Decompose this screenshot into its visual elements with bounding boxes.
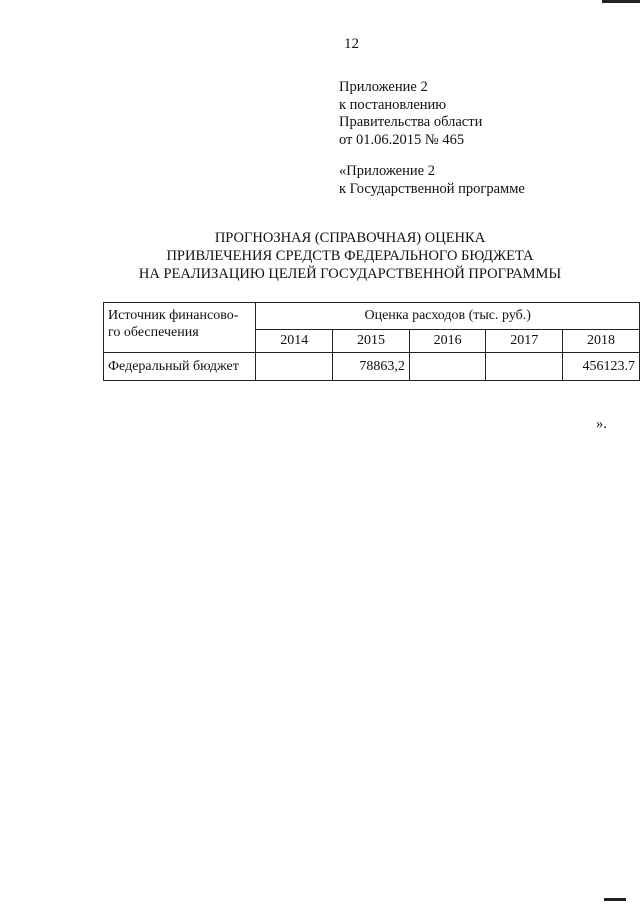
appendix-line: Приложение 2	[339, 79, 428, 95]
year-header-2014: 2014	[256, 330, 333, 353]
year-header-2018: 2018	[563, 330, 640, 353]
document-title	[60, 229, 640, 283]
value-cell-2017	[486, 353, 563, 381]
table-header-row	[104, 303, 640, 330]
title-line: ПРОГНОЗНАЯ (СПРАВОЧНАЯ) ОЦЕНКА	[214, 230, 486, 246]
year-header-2017: 2017	[486, 330, 563, 353]
value-cell-2018: 456123.7	[563, 353, 640, 381]
title-line: ПРИВЛЕЧЕНИЯ СРЕДСТВ ФЕДЕРАЛЬНОГО БЮДЖЕТА	[166, 248, 534, 264]
page-number: 12	[344, 36, 359, 52]
appendix-reference	[339, 79, 482, 149]
appendix-line: Правительства области	[339, 114, 483, 131]
program-appendix-line: «Приложение 2	[339, 163, 435, 179]
year-header-2015: 2015	[333, 330, 410, 353]
program-appendix-line: к Государственной программе	[339, 180, 525, 197]
value-cell-2015: 78863,2	[333, 353, 410, 381]
closing-quote: ».	[596, 416, 607, 432]
source-header-line: го обеспечения	[108, 325, 199, 340]
budget-estimate-table	[103, 302, 640, 381]
table-row	[104, 353, 640, 381]
year-header-2016: 2016	[409, 330, 486, 353]
appendix-line: к постановлению	[339, 96, 447, 113]
program-appendix-reference	[339, 163, 525, 198]
scan-edge-mark-top	[602, 0, 640, 3]
value-cell-2014	[256, 353, 333, 381]
title-line: НА РЕАЛИЗАЦИЮ ЦЕЛЕЙ ГОСУДАРСТВЕННОЙ ПРОГРАММЫ	[138, 266, 562, 282]
value-cell-2016	[409, 353, 486, 381]
source-header-line: Источник финансово-	[108, 308, 239, 323]
appendix-line: от 01.06.2015 № 465	[339, 131, 465, 148]
scan-edge-mark-bottom	[604, 898, 626, 901]
source-column-header	[104, 303, 256, 353]
row-source-label: Федеральный бюджет	[104, 353, 256, 381]
estimate-column-header: Оценка расходов (тыс. руб.)	[256, 303, 640, 330]
